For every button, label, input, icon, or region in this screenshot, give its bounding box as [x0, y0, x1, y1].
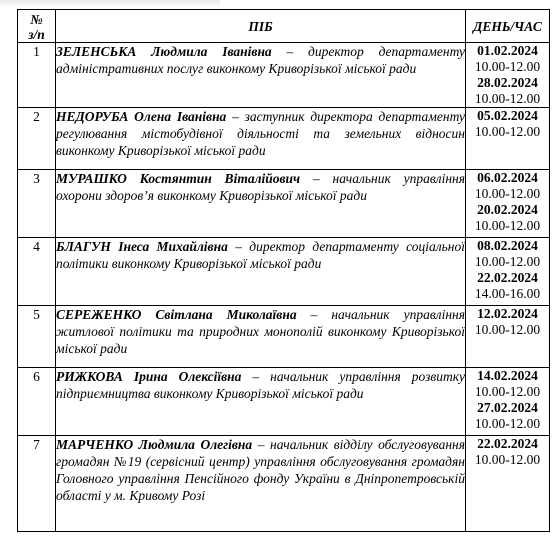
table-row [18, 170, 550, 238]
row-number: 3 [18, 170, 56, 238]
table-row [18, 108, 550, 170]
header-number [18, 10, 56, 43]
person-position: – начальник управління житлової політики та природних монополій виконкому Криворізької міської ради [56, 307, 465, 356]
schedule-date: 01.02.2024 [477, 43, 538, 58]
row-schedule [466, 170, 550, 238]
row-schedule [466, 306, 550, 368]
schedule-time: 10.00-12.00 [474, 254, 541, 269]
schedule-date: 14.02.2024 [477, 368, 538, 383]
row-person [56, 368, 466, 436]
schedule-time: 10.00-12.00 [474, 384, 541, 399]
row-person [56, 170, 466, 238]
person-name: СЕРЕЖЕНКО Світлана Миколаївна [56, 307, 297, 322]
row-schedule [466, 238, 550, 306]
row-number: 4 [18, 238, 56, 306]
table-row [18, 436, 550, 532]
schedule-time: 10.00-12.00 [474, 416, 541, 431]
schedule-time: 10.00-12.00 [474, 186, 541, 201]
window-top-edge [0, 0, 220, 8]
person-position: – директор департаменту соціальної політики виконкому Криворізької міської ради [56, 239, 465, 271]
person-position: – начальник управління охорони здоров’я виконкому Криворізької міської ради [56, 171, 465, 203]
schedule-time: 14.00-16.00 [474, 286, 541, 301]
table-row [18, 238, 550, 306]
person-name: НЕДОРУБА Олена Іванівна [56, 109, 227, 124]
row-schedule [466, 43, 550, 108]
schedule-time: 10.00-12.00 [474, 218, 541, 233]
row-schedule [466, 436, 550, 532]
table-row [18, 306, 550, 368]
header-date-label: ДЕНЬ/ЧАС [473, 19, 542, 34]
row-number: 6 [18, 368, 56, 436]
row-person [56, 238, 466, 306]
row-number: 7 [18, 436, 56, 532]
row-number: 1 [18, 43, 56, 108]
header-name [56, 10, 466, 43]
person-name: МАРЧЕНКО Людмила Олегівна [56, 437, 253, 452]
header-number-label: № з/п [28, 12, 45, 42]
person-position: – начальник відділу обслуговування громадян №19 (сервісний центр) управління обслуговування громадян Головного управління Пенсійного фонду України в Дніпропетровській області у м. Кривому Розі [56, 437, 465, 503]
header-name-label: ПІБ [248, 19, 273, 34]
schedule-date: 12.02.2024 [477, 306, 538, 321]
row-number: 5 [18, 306, 56, 368]
person-position: – заступник директора департаменту регулювання містобудівної діяльності та земельних відносин виконкому Криворізької міської ради [56, 109, 465, 158]
person-name: ЗЕЛЕНСЬКА Людмила Іванівна [56, 44, 272, 59]
row-person [56, 43, 466, 108]
person-position: – директор департаменту адміністративних послуг виконкому Криворізької міської ради [56, 44, 465, 76]
schedule-date: 08.02.2024 [477, 238, 538, 253]
person-name: МУРАШКО Костянтин Віталійович [56, 171, 301, 186]
person-position: – начальник управління розвитку підприємництва виконкому Криворізької міської ради [56, 369, 465, 401]
schedule-time: 10.00-12.00 [474, 124, 541, 139]
row-person [56, 108, 466, 170]
schedule-date: 28.02.2024 [477, 75, 538, 90]
person-name: БЛАГУН Інеса Михайлівна [56, 239, 228, 254]
row-person [56, 306, 466, 368]
schedule-time: 10.00-12.00 [474, 91, 541, 106]
table-row [18, 368, 550, 436]
schedule-time: 10.00-12.00 [474, 322, 541, 337]
row-schedule [466, 368, 550, 436]
schedule-time: 10.00-12.00 [474, 59, 541, 74]
person-name: РИЖКОВА Ірина Олексіївна [56, 369, 242, 384]
row-number: 2 [18, 108, 56, 170]
table-row [18, 43, 550, 108]
schedule-date: 27.02.2024 [477, 400, 538, 415]
table-header-row [18, 10, 550, 43]
schedule-date: 22.02.2024 [477, 270, 538, 285]
schedule-date: 05.02.2024 [477, 108, 538, 123]
schedule-date: 20.02.2024 [477, 202, 538, 217]
schedule-date: 22.02.2024 [477, 436, 538, 451]
schedule-time: 10.00-12.00 [474, 452, 541, 467]
header-date [466, 10, 550, 43]
row-person [56, 436, 466, 532]
reception-schedule-table [17, 9, 550, 532]
schedule-date: 06.02.2024 [477, 170, 538, 185]
row-schedule [466, 108, 550, 170]
